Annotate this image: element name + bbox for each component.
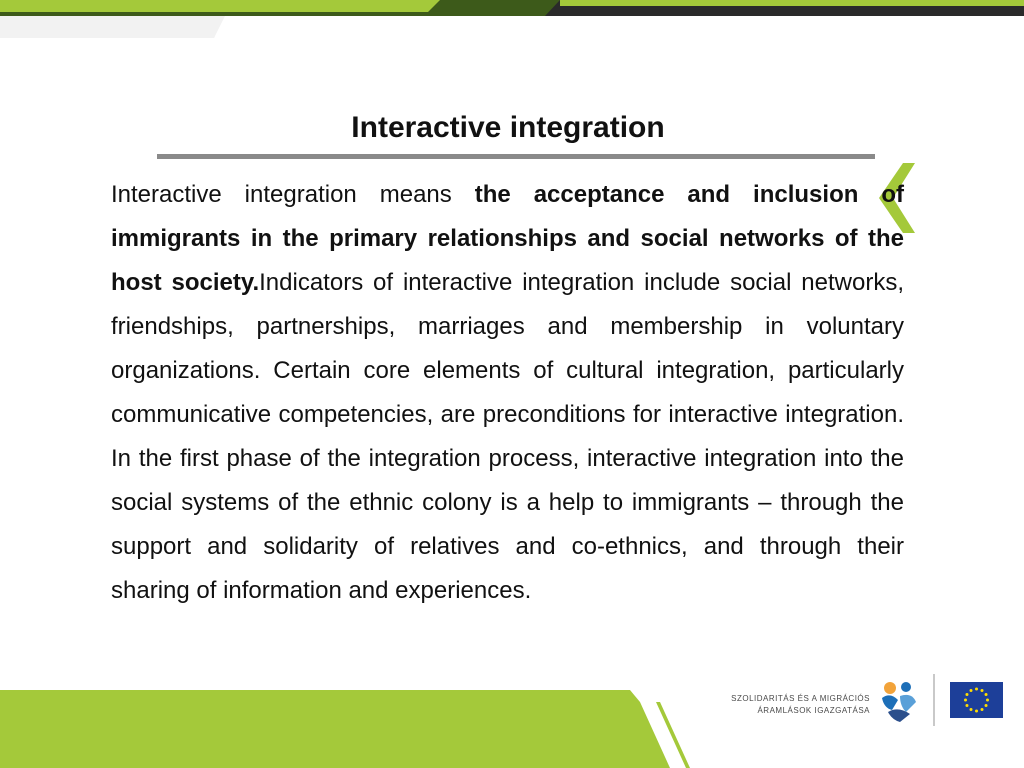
eu-star-icon bbox=[965, 693, 968, 696]
eu-star-icon bbox=[975, 688, 978, 691]
eu-star-icon bbox=[975, 710, 978, 713]
eu-star-icon bbox=[981, 708, 984, 711]
organization-logo-icon bbox=[878, 680, 920, 724]
eu-star-icon bbox=[970, 708, 973, 711]
title-underline bbox=[157, 154, 875, 159]
organization-name-line1: SZOLIDARITÁS ÉS A MIGRÁCIÓS bbox=[731, 694, 870, 703]
body-rest: Indicators of interactive integration include social networks, friendships, partnerships, marriages and membership in voluntary organizations. Certain core elements of cultural integration, particularly communicative competencies, are preconditions for interactive integration. In the first phase of the integration process, interactive integration into the social systems of the ethnic colony is a help to immigrants – through the support and solidarity of relatives and co-ethnics, and through their sharing of information and experiences. bbox=[111, 269, 904, 604]
eu-flag-icon bbox=[950, 682, 1003, 718]
slide-title: Interactive integration bbox=[351, 111, 665, 144]
eu-star-icon bbox=[964, 699, 967, 702]
body-paragraph bbox=[111, 173, 904, 613]
eu-star-icon bbox=[981, 689, 984, 692]
eu-star-icon bbox=[985, 693, 988, 696]
eu-star-icon bbox=[965, 704, 968, 707]
organization-name bbox=[720, 693, 870, 717]
bottom-decorative-band bbox=[0, 690, 1024, 768]
top-decorative-band bbox=[0, 0, 1024, 40]
body-emphasis: the acceptance and inclusion of immigrants in the primary relationships and social networks of the host society. bbox=[111, 181, 904, 296]
organization-name-line2: ÁRAMLÁSOK IGAZGATÁSA bbox=[757, 706, 870, 715]
eu-star-icon bbox=[986, 699, 989, 702]
body-intro: Interactive integration means bbox=[111, 181, 475, 208]
logo-divider bbox=[933, 674, 935, 726]
eu-star-icon bbox=[970, 689, 973, 692]
eu-star-icon bbox=[985, 704, 988, 707]
